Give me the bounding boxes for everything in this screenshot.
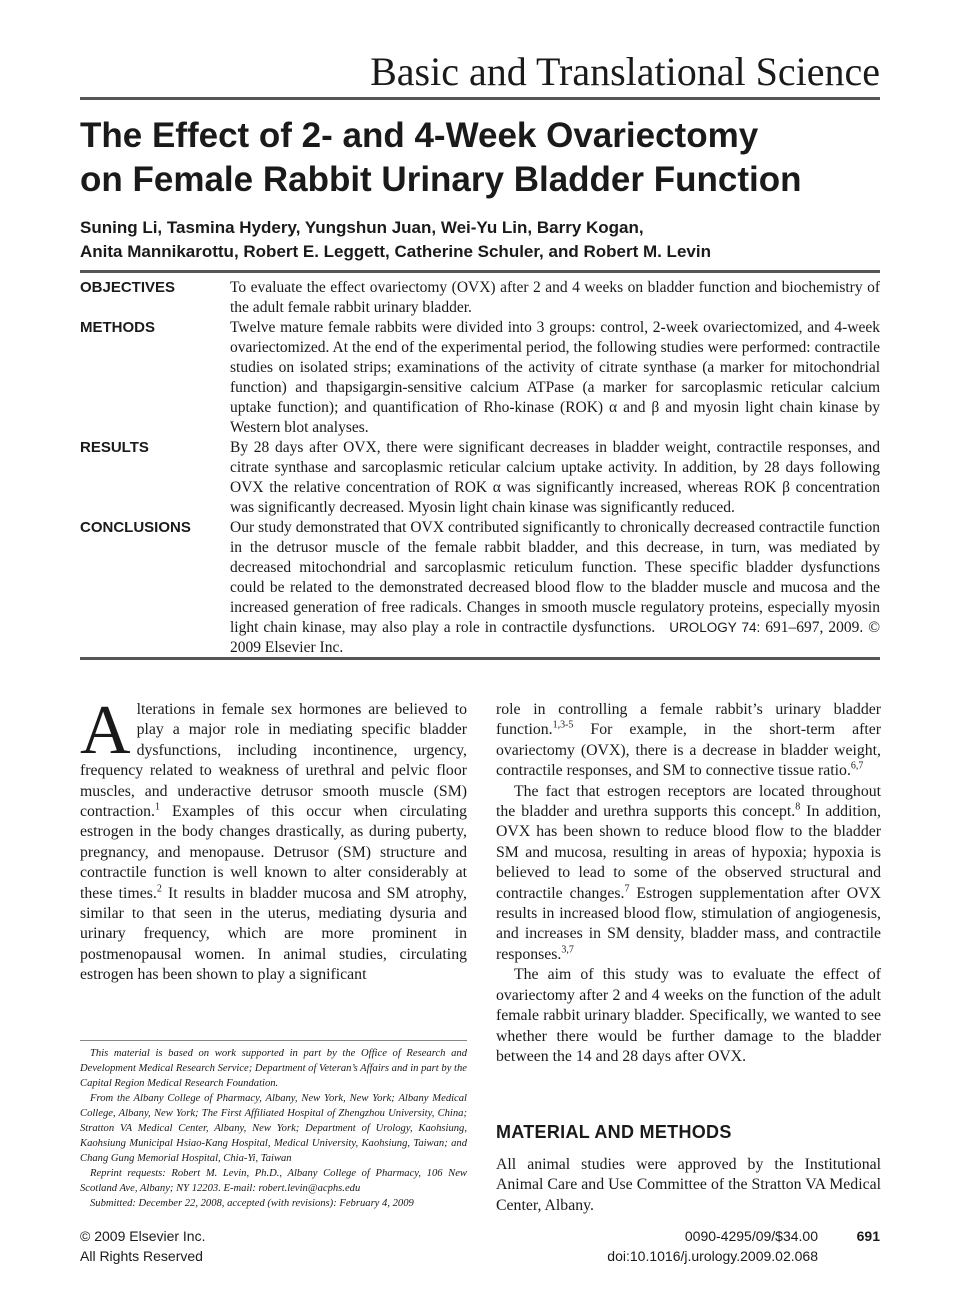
- footer-doi: doi:10.1016/j.urology.2009.02.068: [607, 1248, 818, 1264]
- p2-text-a: The fact that estrogen receptors are located throughout the bladder and urethra supports this concept.: [496, 782, 881, 821]
- title-line-2: on Female Rabbit Urinary Bladder Function: [80, 160, 802, 199]
- methods-paragraph: All animal studies were approved by the Institutional Animal Care and Use Committee of the Stratton VA Medical Center, Albany.: [496, 1156, 881, 1214]
- section-heading: Basic and Translational Science: [370, 49, 880, 94]
- body-column-right: [496, 700, 881, 1067]
- drop-cap: A: [80, 692, 131, 769]
- conclusions-block: [230, 518, 880, 658]
- intro-paragraph-3: The aim of this study was to evaluate the effect of ovariectomy after 2 and 4 weeks on the function of the adult female rabbit urinary bladder. Specifically, we wanted to see whether there would be further damage to the bladder between the 14 and 28 days after OVX.: [496, 966, 881, 1065]
- results-text: By 28 days after OVX, there were significant decreases in bladder weight, contractile responses, and citrate synthase and sarcoplasmic reticular calcium uptake activity. In addition, by 28 days following OVX the relative concentration of ROK α was significantly increased, whereas ROK β concentration was significantly decreased. Myosin light chain kinase was significantly reduced.: [230, 439, 880, 516]
- ref-link[interactable]: 1: [155, 801, 161, 813]
- intro-paragraph-1: [80, 692, 467, 986]
- ref-link[interactable]: 3,7: [561, 944, 574, 956]
- abstract-objectives: [80, 278, 880, 318]
- author-list: [80, 216, 880, 264]
- ref-link[interactable]: 2: [156, 883, 162, 895]
- methods-text: Twelve mature female rabbits were divided into 3 groups: control, 2-week ovariectomized, and 4-week ovariectomized. At the end of the experimental period, the following studies were performed: contractile studies on isolated strips; examinations of the activity of citrate synthase (a marker for mitochondrial function) and thapsigargin-sensitive calcium ATPase (a marker for sarcoplasmic reticular calcium uptake function); and quantification of Rho-kinase (ROK) α and β and myosin light chain kinase by Western blot analyses.: [230, 319, 880, 436]
- p1-text-c-right: role in controlling a female rabbit’s urinary bladder function.: [496, 701, 881, 739]
- objectives-text: To evaluate the effect ovariectomy (OVX) after 2 and 4 weeks on bladder function and biochemistry of the adult female rabbit urinary bladder.: [230, 279, 880, 316]
- abstract-conclusions: [80, 518, 880, 658]
- authors-line-2: Anita Mannikarottu, Robert E. Leggett, Catherine Schuler, and Robert M. Levin: [80, 242, 711, 261]
- footnote-rule: [80, 1040, 467, 1041]
- article-title: [80, 114, 880, 202]
- title-line-1: The Effect of 2- and 4-Week Ovariectomy: [80, 116, 759, 155]
- ref-link[interactable]: 6,7: [850, 760, 864, 772]
- footnote-affiliations: From the Albany College of Pharmacy, Albany, New York, New York; Albany Medical College, Albany, New York; The First Affiliated Hospital of Zhengzhou University, China; Stratton VA Medical Center, Albany, New York; Department of Urology, Kaohsiung, Kaohsiung Municipal Hsiao-Kang Hospital, Medical University, Kaohsiung, Taiwan; and Chang Gung Memorial Hospital, Chia-Yi, Taiwan: [80, 1093, 467, 1164]
- page-number: 691: [856, 1228, 880, 1244]
- citation-rest: 691–697, 2009. © 2009 Elsevier Inc.: [230, 619, 880, 656]
- footer-copyright: © 2009 Elsevier Inc.: [80, 1228, 206, 1244]
- p1-text-a: lterations in female sex hormones are believed to play a major role in mediating specific bladder dysfunctions, including incontinence, urgency, frequency related to weakness of urethral and pelvic floor muscles, and underactive detrusor smooth muscle (SM) contraction.: [80, 701, 467, 821]
- ref-link[interactable]: 8: [795, 801, 801, 813]
- objectives-label: OBJECTIVES: [80, 279, 176, 296]
- p2-text-b: In addition, OVX has been shown to reduce blood flow to the bladder SM and mucosa, resulting in areas of hypoxia; hypoxia is believed to lead to some of the observed structural and contractile changes.: [496, 803, 881, 902]
- abstract-bottom-rule: [80, 657, 880, 660]
- footer-left: [80, 1226, 206, 1266]
- authors-line-1: Suning Li, Tasmina Hydery, Yungshun Juan, Wei-Yu Lin, Barry Kogan,: [80, 218, 644, 237]
- footer-issn: 0090-4295/09/$34.00: [684, 1228, 818, 1244]
- footer-right: [607, 1226, 818, 1266]
- abstract-methods: [80, 318, 880, 438]
- header-rule: [80, 97, 880, 100]
- citation-journal: UROLOGY 74:: [669, 620, 761, 635]
- ref-link[interactable]: 1,3-5: [552, 720, 574, 732]
- p1-text-c-left: It results in bladder mucosa and SM atrophy, similar to that seen in the uterus, mediating dysuria and urinary frequency, which are more prominent in postmenopausal women. In animal studies, circulating estrogen has been shown to play a significant: [80, 884, 467, 984]
- p1-text-b: Examples of this occur when circulating estrogen in the body changes drastically, as during puberty, pregnancy, and menopause. Detrusor (SM) structure and contractile function is well known to alter considerably at these times.: [80, 803, 467, 902]
- ref-link[interactable]: 7: [624, 883, 630, 895]
- footnote-submitted: Submitted: December 22, 2008, accepted (with revisions): February 4, 2009: [90, 1198, 414, 1209]
- methods-label: METHODS: [80, 319, 155, 336]
- conclusions-label: CONCLUSIONS: [80, 519, 191, 536]
- methods-heading: MATERIAL AND METHODS: [496, 1122, 732, 1142]
- footnotes: [80, 1046, 467, 1211]
- footnote-funding: This material is based on work supported in part by the Office of Research and Development Medical Research Service; Department of Veteran’s Affairs and in part by the Capital Region Medical Research Foundation.: [80, 1048, 467, 1089]
- abstract-top-rule: [80, 270, 880, 273]
- abstract-results: [80, 438, 880, 518]
- results-label: RESULTS: [80, 439, 149, 456]
- conclusions-text: Our study demonstrated that OVX contributed significantly to chronically decreased contractile function in the detrusor muscle of the female rabbit bladder, and this decrease, in turn, was mediated by decreased mitochondrial and sarcoplasmic reticulum function. These specific bladder dysfunctions could be related to the demonstrated decreased blood flow to the bladder muscle and mucosa and the increased generation of free radicals. Changes in smooth muscle regulatory proteins, especially myosin light chain kinase, may also play a role in contractile dysfunctions.: [230, 519, 880, 636]
- p1-text-d: For example, in the short-term after ovariectomy (OVX), there is a decrease in bladder weight, contractile responses, and SM to connective tissue ratio.: [496, 721, 881, 780]
- intro-paragraph-2: [496, 782, 881, 966]
- abstract: [80, 278, 880, 658]
- footnote-reprint: Reprint requests: Robert M. Levin, Ph.D., Albany College of Pharmacy, 106 New Scotland Ave, Albany; NY 12203. E-mail: robert.levin@acphs.edu: [80, 1168, 467, 1194]
- p2-text-c: Estrogen supplementation after OVX results in increased blood flow, stimulation of angiogenesis, and increases in SM density, bladder mass, and contractile responses.: [496, 884, 881, 963]
- body-column-left: [80, 692, 467, 986]
- footer-rights: All Rights Reserved: [80, 1248, 203, 1264]
- intro-paragraph-1-cont: [496, 700, 881, 782]
